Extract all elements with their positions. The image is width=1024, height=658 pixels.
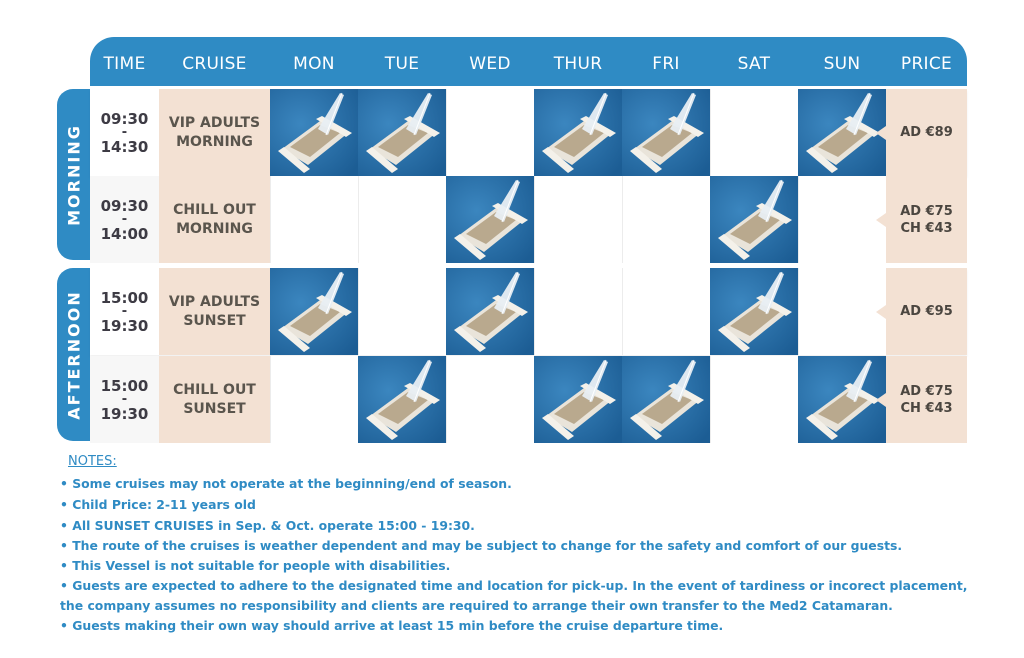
schedule-row [90, 89, 967, 176]
catamaran-icon [710, 268, 798, 355]
note-item: • Guests are expected to adhere to the designated time and location for pick-up. In the event of tardiness or incorect placement, [60, 578, 968, 593]
day-cell-tue [358, 176, 446, 263]
catamaran-icon [446, 268, 534, 355]
day-cell-wed [446, 356, 534, 443]
catamaran-icon [622, 356, 710, 443]
schedule-row [90, 176, 967, 263]
header-price: PRICE [900, 54, 953, 74]
price-adult: AD €75 [900, 383, 953, 399]
schedule-row [90, 268, 967, 355]
price-adult: AD €75 [900, 203, 953, 219]
end-time: 19:30 [100, 404, 149, 423]
start-time: 15:00 [100, 376, 149, 395]
cruise-name: VIP ADULTS [168, 293, 261, 310]
header-mon: MON [293, 54, 335, 74]
time-dash: - [121, 124, 128, 140]
day-cell-mon [270, 268, 358, 355]
price-child: CH €43 [900, 400, 953, 416]
header-cruise: CRUISE [182, 54, 247, 74]
day-cell-mon [270, 356, 358, 443]
catamaran-icon [270, 89, 358, 176]
catamaran-icon [270, 268, 358, 355]
header-time: TIME [103, 54, 146, 74]
start-time: 09:30 [100, 196, 149, 215]
day-cell-sat [710, 89, 798, 176]
day-cell-thur [534, 268, 622, 355]
day-cell-sun [798, 89, 886, 176]
cruise-period: SUNSET [183, 312, 246, 329]
day-cell-fri [622, 356, 710, 443]
note-item: • This Vessel is not suitable for people with disabilities. [60, 558, 451, 573]
day-cell-wed [446, 176, 534, 263]
day-cell-sun [798, 356, 886, 443]
time-cell [90, 356, 159, 443]
end-time: 14:30 [100, 137, 149, 156]
price-cell [886, 356, 967, 443]
price-cell [886, 89, 967, 176]
header-tue: TUE [384, 54, 420, 74]
catamaran-icon [622, 89, 710, 176]
header-fri: FRI [652, 54, 680, 74]
day-cell-tue [358, 356, 446, 443]
cruise-period: MORNING [176, 220, 253, 237]
day-cell-sun [798, 176, 886, 263]
day-cell-thur [534, 176, 622, 263]
note-item: • Guests making their own way should arrive at least 15 min before the cruise departure time. [60, 618, 724, 633]
catamaran-icon [446, 176, 534, 263]
section-label-morning: MORNING [64, 123, 83, 226]
cruise-name: VIP ADULTS [168, 114, 261, 131]
day-cell-thur [534, 89, 622, 176]
section-tab-afternoon [57, 268, 90, 441]
time-cell [90, 89, 159, 176]
day-cell-fri [622, 268, 710, 355]
time-dash: - [121, 303, 128, 319]
price-cell [886, 176, 967, 263]
day-cell-tue [358, 268, 446, 355]
catamaran-icon [534, 89, 622, 176]
cruise-name: CHILL OUT [173, 201, 256, 218]
catamaran-icon [358, 356, 446, 443]
cruise-cell [159, 176, 270, 263]
cruise-period: SUNSET [183, 400, 246, 417]
catamaran-icon [358, 89, 446, 176]
catamaran-icon [798, 356, 886, 443]
price-adult: AD €89 [900, 125, 953, 140]
day-cell-mon [270, 89, 358, 176]
header-wed: WED [469, 54, 511, 74]
day-cell-sun [798, 268, 886, 355]
note-item: • The route of the cruises is weather dependent and may be subject to change for the safety and comfort of our guests. [60, 538, 903, 553]
note-item: • Child Price: 2-11 years old [60, 497, 256, 512]
start-time: 15:00 [100, 288, 149, 307]
catamaran-icon [534, 356, 622, 443]
cruise-name: CHILL OUT [173, 381, 256, 398]
cruise-cell [159, 268, 270, 355]
note-item: • All SUNSET CRUISES in Sep. & Oct. operate 15:00 - 19:30. [60, 518, 475, 533]
end-time: 14:00 [100, 224, 149, 243]
day-cell-sat [710, 268, 798, 355]
schedule-row [90, 356, 967, 443]
header-sat: SAT [737, 54, 771, 74]
day-cell-thur [534, 356, 622, 443]
day-cell-fri [622, 89, 710, 176]
time-dash: - [121, 391, 128, 407]
note-item: the company assumes no responsibility and clients are required to arrange their own transfer to the Med2 Catamaran. [60, 598, 893, 613]
day-cell-tue [358, 89, 446, 176]
price-child: CH €43 [900, 220, 953, 236]
catamaran-icon [798, 89, 886, 176]
price-cell [886, 268, 967, 355]
cruise-cell [159, 89, 270, 176]
price-adult: AD €95 [900, 304, 953, 319]
time-dash: - [121, 211, 128, 227]
cruise-cell [159, 356, 270, 443]
end-time: 19:30 [100, 316, 149, 335]
day-cell-fri [622, 176, 710, 263]
day-cell-wed [446, 89, 534, 176]
header-sun: SUN [823, 54, 861, 74]
header-thur: THUR [553, 54, 603, 74]
day-cell-mon [270, 176, 358, 263]
day-cell-sat [710, 176, 798, 263]
schedule-header [90, 37, 967, 86]
start-time: 09:30 [100, 109, 149, 128]
catamaran-icon [710, 176, 798, 263]
notes-title: NOTES: [68, 454, 117, 469]
note-item: • Some cruises may not operate at the beginning/end of season. [60, 476, 512, 491]
section-label-afternoon: AFTERNOON [64, 289, 83, 420]
section-tab-morning [57, 89, 90, 260]
time-cell [90, 268, 159, 355]
day-cell-wed [446, 268, 534, 355]
cruise-period: MORNING [176, 133, 253, 150]
day-cell-sat [710, 356, 798, 443]
time-cell [90, 176, 159, 263]
